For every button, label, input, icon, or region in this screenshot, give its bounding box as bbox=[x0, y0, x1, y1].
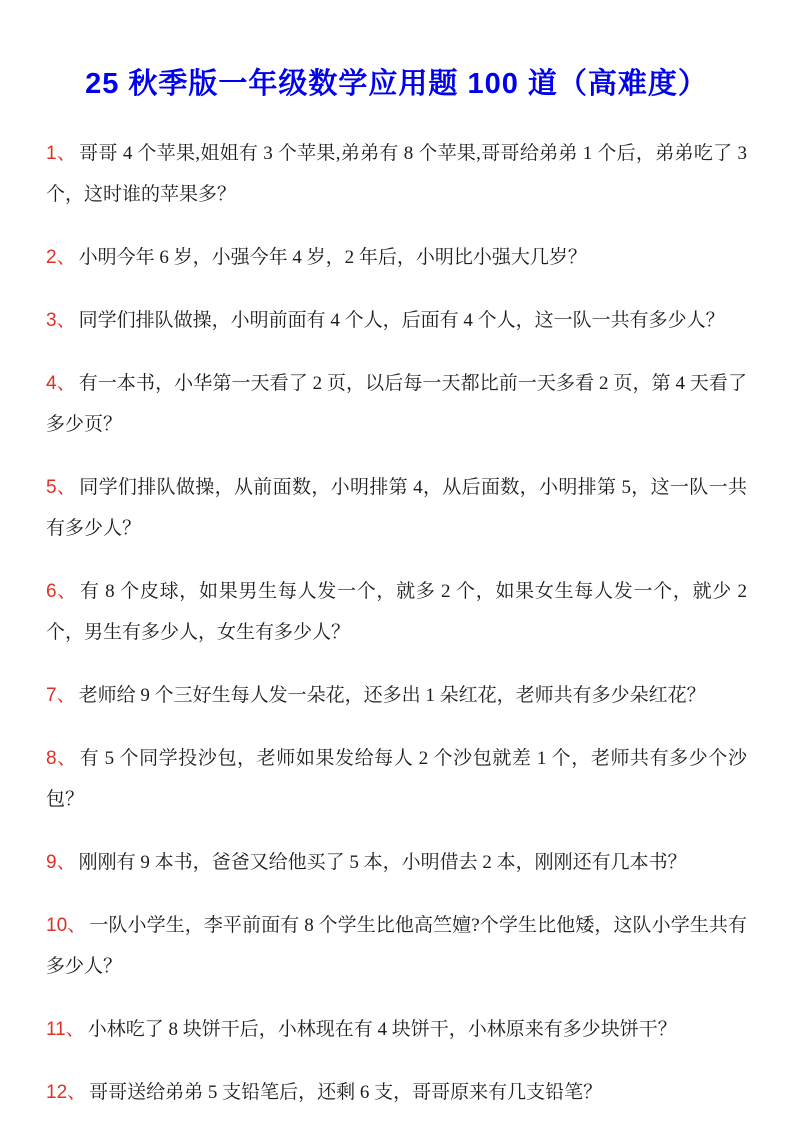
question-item-8 bbox=[46, 738, 747, 820]
question-item-3 bbox=[46, 300, 747, 341]
question-text: 有一本书，小华第一天看了 2 页，以后每一天都比前一天多看 2 页，第 4 天看了多少页？ bbox=[46, 373, 747, 435]
question-number: 6、 bbox=[46, 581, 77, 602]
question-item-10 bbox=[46, 905, 747, 987]
question-number: 3、 bbox=[46, 310, 76, 331]
question-text: 老师给 9 个三好生每人发一朵花，还多出 1 朵红花，老师共有多少朵红花？ bbox=[78, 685, 706, 706]
question-number: 11、 bbox=[46, 1019, 85, 1040]
question-item-6 bbox=[46, 571, 747, 653]
question-number: 1、 bbox=[46, 143, 77, 164]
question-number: 7、 bbox=[46, 685, 76, 706]
question-number: 2、 bbox=[46, 247, 76, 268]
question-number: 8、 bbox=[46, 748, 77, 769]
question-text: 同学们排队做操，从前面数，小明排第 4，从后面数，小明排第 5，这一队一共有多少人？ bbox=[46, 477, 747, 539]
question-item-2 bbox=[46, 237, 747, 278]
question-text: 哥哥送给弟弟 5 支铅笔后，还剩 6 支，哥哥原来有几支铅笔？ bbox=[89, 1082, 603, 1103]
question-list bbox=[46, 133, 747, 1113]
question-text: 哥哥 4 个苹果,姐姐有 3 个苹果,弟弟有 8 个苹果,哥哥给弟弟 1 个后，弟弟吃了 3 个，这时谁的苹果多？ bbox=[46, 143, 747, 205]
question-item-7 bbox=[46, 675, 747, 716]
question-number: 5、 bbox=[46, 477, 77, 498]
question-item-11 bbox=[46, 1009, 747, 1050]
question-text: 刚刚有 9 本书，爸爸又给他买了 5 本，小明借去 2 本，刚刚还有几本书？ bbox=[78, 852, 687, 873]
question-text: 有 5 个同学投沙包，老师如果发给每人 2 个沙包就差 1 个，老师共有多少个沙包？ bbox=[46, 748, 747, 810]
question-number: 4、 bbox=[46, 373, 76, 394]
question-text: 一队小学生，李平前面有 8 个学生比他高竺嬗?个学生比他矮，这队小学生共有多少人？ bbox=[46, 915, 748, 977]
question-item-12 bbox=[46, 1072, 747, 1113]
page-title: 25 秋季版一年级数学应用题 100 道（高难度） bbox=[85, 68, 708, 100]
question-number: 9、 bbox=[46, 852, 76, 873]
question-number: 12、 bbox=[46, 1082, 87, 1103]
question-item-1 bbox=[46, 133, 747, 215]
question-text: 同学们排队做操，小明前面有 4 个人，后面有 4 个人，这一队一共有多少人？ bbox=[78, 310, 725, 331]
question-number: 10、 bbox=[46, 915, 87, 936]
question-text: 小明今年 6 岁，小强今年 4 岁，2 年后，小明比小强大几岁？ bbox=[78, 247, 587, 268]
question-item-4 bbox=[46, 363, 747, 445]
question-text: 小林吃了 8 块饼干后，小林现在有 4 块饼干，小林原来有多少块饼干？ bbox=[87, 1019, 677, 1040]
question-item-9 bbox=[46, 842, 747, 883]
question-item-5 bbox=[46, 467, 747, 549]
question-text: 有 8 个皮球，如果男生每人发一个，就多 2 个，如果女生每人发一个，就少 2 个，男生有多少人，女生有多少人？ bbox=[46, 581, 747, 643]
